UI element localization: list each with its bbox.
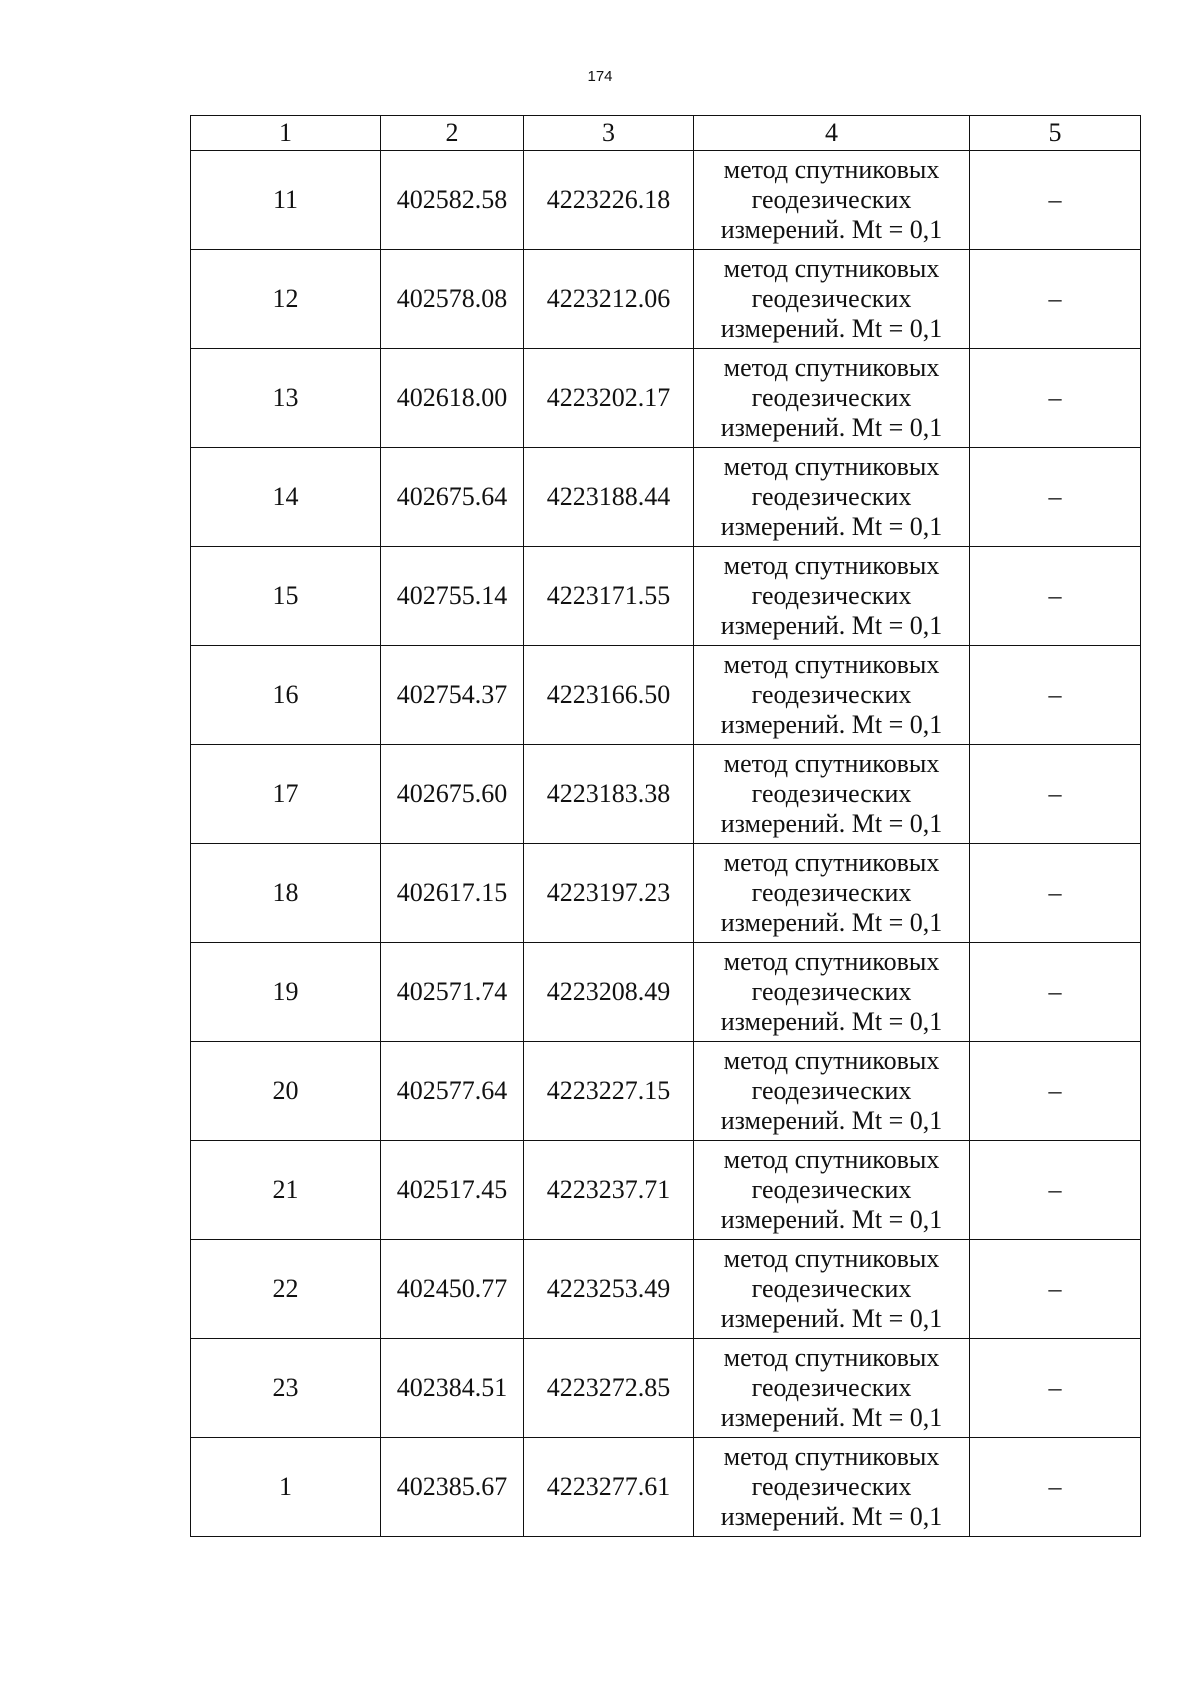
y-coordinate-cell: 4223277.61: [524, 1438, 694, 1537]
x-coordinate-cell: 402617.15: [381, 844, 524, 943]
method-text: метод спутниковых геодезических измерений. Mt = 0,1: [720, 1244, 943, 1333]
table-body: [191, 151, 1141, 1537]
y-coordinate-cell: 4223227.15: [524, 1042, 694, 1141]
method-text: метод спутниковых геодезических измерений. Mt = 0,1: [720, 650, 943, 739]
x-coordinate-cell: 402571.74: [381, 943, 524, 1042]
y-coordinate-cell: 4223197.23: [524, 844, 694, 943]
method-text: метод спутниковых геодезических измерений. Mt = 0,1: [720, 1145, 943, 1234]
method-text: метод спутниковых геодезических измерений. Mt = 0,1: [720, 947, 943, 1036]
table-row: [191, 349, 1141, 448]
method-text: метод спутниковых геодезических измерений. Mt = 0,1: [720, 848, 943, 937]
table-row: [191, 943, 1141, 1042]
method-cell: [694, 1240, 970, 1339]
table-row: [191, 646, 1141, 745]
table-row: [191, 1141, 1141, 1240]
x-coordinate-cell: 402755.14: [381, 547, 524, 646]
y-coordinate-cell: 4223208.49: [524, 943, 694, 1042]
table-row: [191, 151, 1141, 250]
method-cell: [694, 250, 970, 349]
table-header-row: [191, 116, 1141, 151]
note-cell: –: [970, 1339, 1141, 1438]
note-cell: –: [970, 745, 1141, 844]
point-cell: 12: [191, 250, 381, 349]
coordinates-table: [190, 115, 1141, 1537]
method-text: метод спутниковых геодезических измерений. Mt = 0,1: [720, 452, 943, 541]
x-coordinate-cell: 402675.60: [381, 745, 524, 844]
x-coordinate-cell: 402578.08: [381, 250, 524, 349]
point-cell: 20: [191, 1042, 381, 1141]
y-coordinate-cell: 4223212.06: [524, 250, 694, 349]
y-coordinate-cell: 4223237.71: [524, 1141, 694, 1240]
x-coordinate-cell: 402582.58: [381, 151, 524, 250]
method-cell: [694, 844, 970, 943]
y-coordinate-cell: 4223183.38: [524, 745, 694, 844]
point-cell: 22: [191, 1240, 381, 1339]
y-coordinate-cell: 4223253.49: [524, 1240, 694, 1339]
y-coordinate-cell: 4223202.17: [524, 349, 694, 448]
method-text: метод спутниковых геодезических измерений. Mt = 0,1: [720, 353, 943, 442]
note-cell: –: [970, 151, 1141, 250]
note-cell: –: [970, 547, 1141, 646]
x-coordinate-cell: 402618.00: [381, 349, 524, 448]
x-coordinate-cell: 402675.64: [381, 448, 524, 547]
note-cell: –: [970, 1240, 1141, 1339]
note-cell: –: [970, 448, 1141, 547]
method-cell: [694, 646, 970, 745]
note-cell: –: [970, 1141, 1141, 1240]
column-header-5: 5: [970, 116, 1141, 151]
method-cell: [694, 1141, 970, 1240]
point-cell: 13: [191, 349, 381, 448]
method-cell: [694, 943, 970, 1042]
note-cell: –: [970, 349, 1141, 448]
method-cell: [694, 349, 970, 448]
point-cell: 17: [191, 745, 381, 844]
table-row: [191, 250, 1141, 349]
y-coordinate-cell: 4223226.18: [524, 151, 694, 250]
y-coordinate-cell: 4223171.55: [524, 547, 694, 646]
column-header-1: 1: [191, 116, 381, 151]
method-text: метод спутниковых геодезических измерений. Mt = 0,1: [720, 551, 943, 640]
table-row: [191, 1042, 1141, 1141]
point-cell: 1: [191, 1438, 381, 1537]
point-cell: 23: [191, 1339, 381, 1438]
y-coordinate-cell: 4223272.85: [524, 1339, 694, 1438]
table-row: [191, 1438, 1141, 1537]
y-coordinate-cell: 4223166.50: [524, 646, 694, 745]
table-row: [191, 1240, 1141, 1339]
note-cell: –: [970, 844, 1141, 943]
method-cell: [694, 1339, 970, 1438]
method-cell: [694, 1438, 970, 1537]
note-cell: –: [970, 250, 1141, 349]
column-header-2: 2: [381, 116, 524, 151]
table-row: [191, 844, 1141, 943]
point-cell: 21: [191, 1141, 381, 1240]
y-coordinate-cell: 4223188.44: [524, 448, 694, 547]
table-row: [191, 547, 1141, 646]
method-cell: [694, 745, 970, 844]
table-row: [191, 1339, 1141, 1438]
method-text: метод спутниковых геодезических измерений. Mt = 0,1: [720, 254, 943, 343]
x-coordinate-cell: 402577.64: [381, 1042, 524, 1141]
x-coordinate-cell: 402517.45: [381, 1141, 524, 1240]
method-text: метод спутниковых геодезических измерений. Mt = 0,1: [720, 155, 943, 244]
note-cell: –: [970, 1438, 1141, 1537]
note-cell: –: [970, 646, 1141, 745]
method-cell: [694, 448, 970, 547]
table-row: [191, 448, 1141, 547]
note-cell: –: [970, 943, 1141, 1042]
method-text: метод спутниковых геодезических измерений. Mt = 0,1: [720, 1442, 943, 1531]
x-coordinate-cell: 402450.77: [381, 1240, 524, 1339]
page-number: 174: [587, 68, 613, 85]
column-header-3: 3: [524, 116, 694, 151]
method-text: метод спутниковых геодезических измерений. Mt = 0,1: [720, 749, 943, 838]
point-cell: 11: [191, 151, 381, 250]
method-text: метод спутниковых геодезических измерений. Mt = 0,1: [720, 1343, 943, 1432]
x-coordinate-cell: 402385.67: [381, 1438, 524, 1537]
point-cell: 16: [191, 646, 381, 745]
note-cell: –: [970, 1042, 1141, 1141]
x-coordinate-cell: 402384.51: [381, 1339, 524, 1438]
method-cell: [694, 547, 970, 646]
point-cell: 15: [191, 547, 381, 646]
x-coordinate-cell: 402754.37: [381, 646, 524, 745]
column-header-4: 4: [694, 116, 970, 151]
point-cell: 14: [191, 448, 381, 547]
point-cell: 18: [191, 844, 381, 943]
method-cell: [694, 1042, 970, 1141]
point-cell: 19: [191, 943, 381, 1042]
method-text: метод спутниковых геодезических измерений. Mt = 0,1: [720, 1046, 943, 1135]
method-cell: [694, 151, 970, 250]
table-row: [191, 745, 1141, 844]
